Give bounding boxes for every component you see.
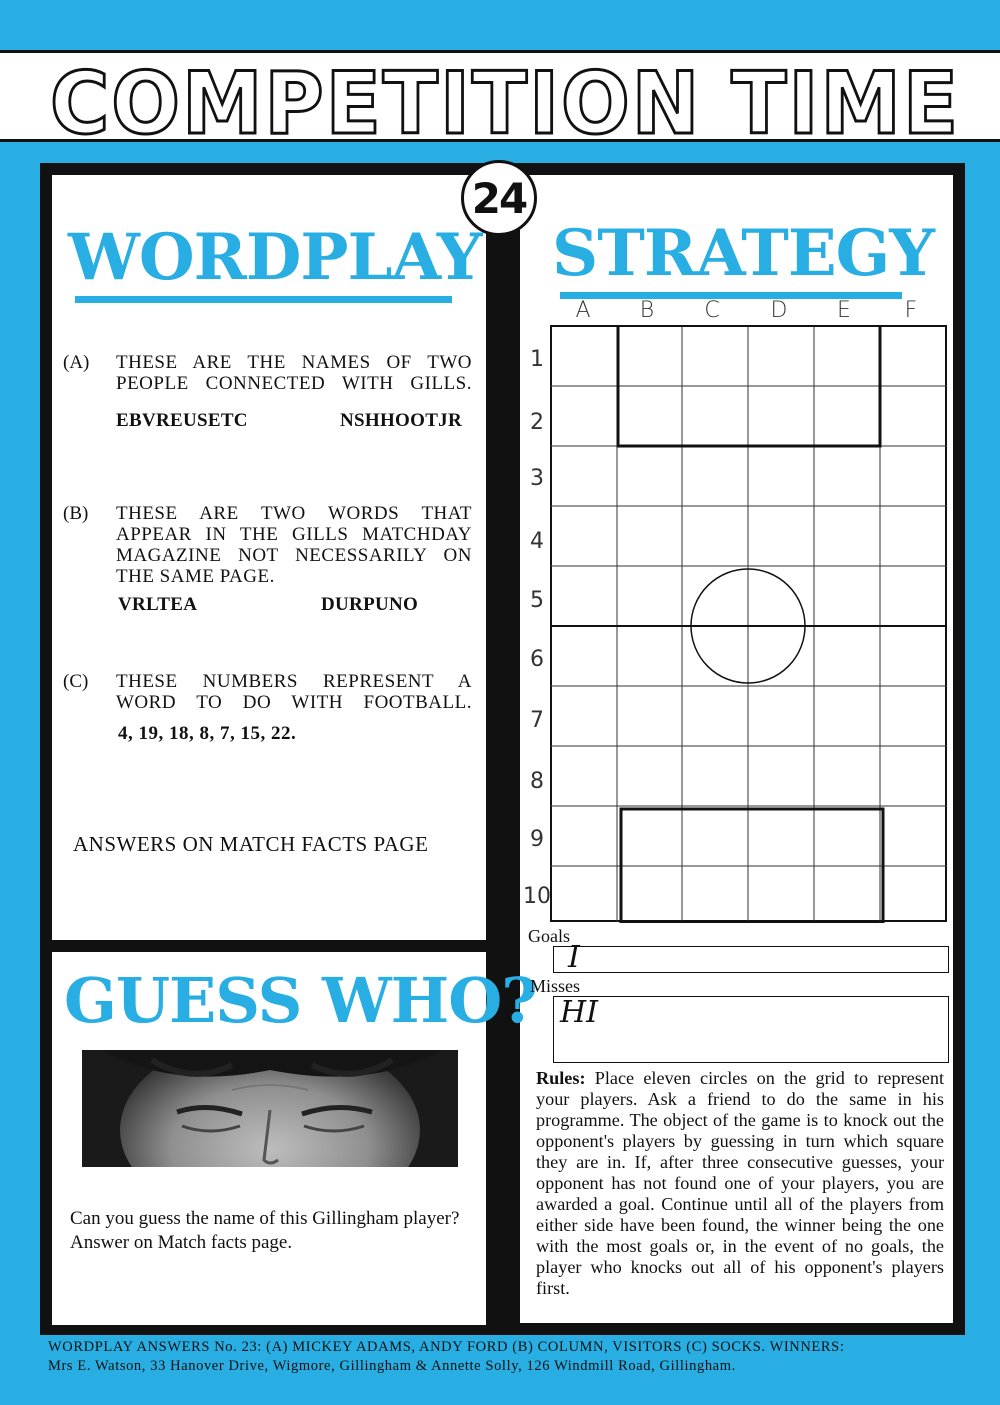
banner-title	[50, 57, 970, 141]
column-label-a: A	[575, 298, 591, 323]
footer-line-2: Mrs E. Watson, 33 Hanover Drive, Wigmore, Gillingham & Annette Solly, 126 Windmill Road, Gillingham.	[48, 1358, 736, 1374]
question-c-text: THESE NUMBERS REPRESENT A WORD TO DO WITH FOOTBALL.	[116, 671, 472, 713]
column-label-b: B	[639, 298, 655, 323]
question-b-code-2: DURPUNO	[321, 594, 419, 615]
misses-tally: HI	[560, 995, 599, 1030]
question-a-letter: (A)	[63, 352, 90, 373]
svg-text:COMPETITION TIME: COMPETITION TIME	[50, 57, 960, 141]
question-a-code-2: NSHHOOTJR	[340, 410, 462, 431]
guess-who-heading: GUESS WHO?	[64, 964, 537, 1037]
goals-label: Goals	[528, 926, 570, 946]
question-c-code: 4, 19, 18, 8, 7, 15, 22.	[118, 723, 297, 744]
row-label-5: 5	[530, 588, 544, 613]
misses-label: Misses	[530, 976, 581, 996]
strategy-rules	[536, 1068, 944, 1299]
goals-field[interactable]	[553, 940, 949, 975]
question-b-text: THESE ARE TWO WORDS THAT APPEAR IN THE GILLS MATCHDAY MAGAZINE NOT NECESSARILY ON THE SAME PAGE.	[116, 503, 472, 587]
goals-tally: I	[568, 940, 580, 975]
question-b-letter: (B)	[63, 503, 89, 524]
strategy-heading: STRATEGY	[552, 216, 934, 291]
question-a-code-1: EBVREUSETC	[116, 410, 248, 431]
footer-line-1: WORDPLAY ANSWERS No. 23: (A) MICKEY ADAMS, ANDY FORD (B) COLUMN, VISITORS (C) SOCKS. WINNERS:	[48, 1339, 845, 1355]
wordplay-heading: WORDPLAY	[68, 220, 482, 295]
rules-text: Place eleven circles on the grid to represent your players. Ask a friend to do the same in his programme. The object of the game is to knock out the opponent's players by guessing in turn which square they are in. If, after three consecutive guesses, your opponent has not found one of your players, you are awarded a goal. Continue until all of the players from either side have been found, the winner being the one with the most goals or, in the event of no goals, the player who knocks out all of his opponent's players first.	[536, 1068, 944, 1298]
question-c-letter: (C)	[63, 671, 89, 692]
wordplay-underline	[75, 296, 452, 303]
guess-who-answer-note: Answer on Match facts page.	[70, 1232, 293, 1253]
rules-label: Rules:	[536, 1068, 586, 1088]
banner	[0, 50, 1000, 142]
misses-field[interactable]	[553, 996, 949, 1063]
footer	[48, 1338, 968, 1376]
row-label-10: 10	[523, 884, 551, 909]
column-label-f: F	[904, 298, 918, 323]
guess-who-question: Can you guess the name of this Gillingham player?	[70, 1208, 460, 1229]
wordplay-answers-note: ANSWERS ON MATCH FACTS PAGE	[73, 832, 429, 856]
row-label-4: 4	[530, 529, 544, 554]
player-photo	[82, 1050, 458, 1167]
row-label-6: 6	[530, 647, 544, 672]
guess-who-text	[70, 1207, 480, 1255]
row-label-3: 3	[530, 466, 544, 491]
column-label-d: D	[770, 298, 788, 323]
row-label-9: 9	[530, 827, 544, 852]
row-label-8: 8	[530, 769, 544, 794]
row-label-7: 7	[530, 708, 544, 733]
column-label-e: E	[837, 298, 851, 323]
row-label-2: 2	[530, 410, 544, 435]
row-label-1: 1	[530, 347, 544, 372]
page-number-badge: 24	[461, 160, 537, 236]
question-a-text: THESE ARE THE NAMES OF TWO PEOPLE CONNECTED WITH GILLS.	[116, 352, 472, 394]
question-b-code-1: VRLTEA	[118, 594, 198, 615]
column-label-c: C	[704, 298, 720, 323]
strategy-pitch-grid[interactable]	[550, 325, 948, 923]
